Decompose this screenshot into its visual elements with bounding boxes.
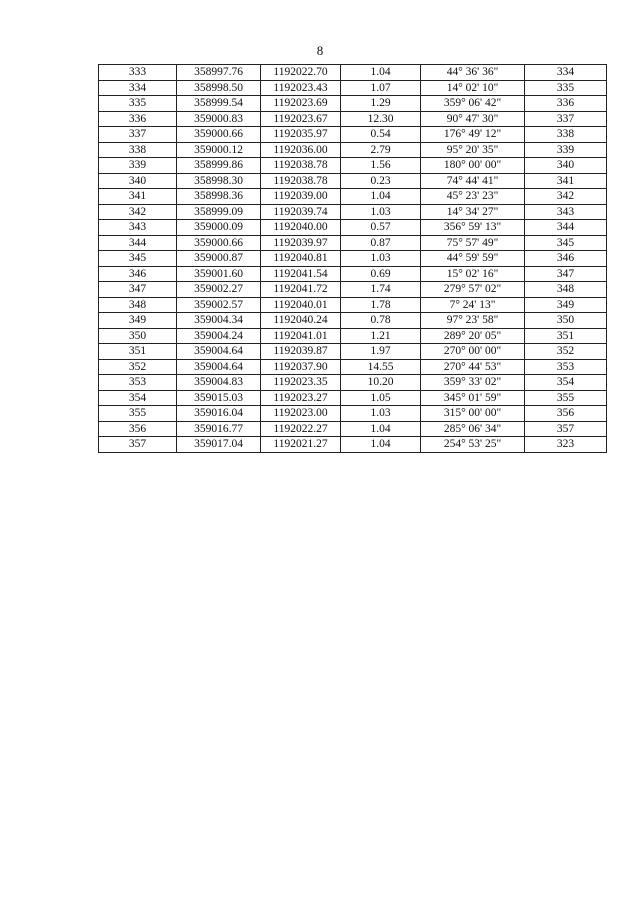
length-cell: 1.07 — [341, 80, 421, 96]
bearing-cell: 270° 00' 00" — [421, 344, 525, 360]
next-point-cell: 356 — [525, 406, 607, 422]
point-number-cell: 334 — [99, 80, 177, 96]
table-row — [99, 406, 607, 422]
length-cell: 14.55 — [341, 359, 421, 375]
x-coordinate-cell: 358999.09 — [177, 204, 261, 220]
coordinate-table — [98, 64, 607, 453]
length-cell: 0.54 — [341, 127, 421, 143]
y-coordinate-cell: 1192036.00 — [261, 142, 341, 158]
point-number-cell: 349 — [99, 313, 177, 329]
point-number-cell: 347 — [99, 282, 177, 298]
table-row — [99, 359, 607, 375]
table-row — [99, 297, 607, 313]
bearing-cell: 176° 49' 12" — [421, 127, 525, 143]
next-point-cell: 355 — [525, 390, 607, 406]
point-number-cell: 351 — [99, 344, 177, 360]
next-point-cell: 345 — [525, 235, 607, 251]
y-coordinate-cell: 1192039.97 — [261, 235, 341, 251]
next-point-cell: 351 — [525, 328, 607, 344]
length-cell: 0.78 — [341, 313, 421, 329]
page-number: 8 — [316, 43, 324, 58]
point-number-cell: 356 — [99, 421, 177, 437]
y-coordinate-cell: 1192041.72 — [261, 282, 341, 298]
x-coordinate-cell: 359000.87 — [177, 251, 261, 267]
table-row — [99, 390, 607, 406]
next-point-cell: 337 — [525, 111, 607, 127]
x-coordinate-cell: 359000.09 — [177, 220, 261, 236]
next-point-cell: 352 — [525, 344, 607, 360]
point-number-cell: 339 — [99, 158, 177, 174]
x-coordinate-cell: 359004.64 — [177, 359, 261, 375]
point-number-cell: 342 — [99, 204, 177, 220]
table-row — [99, 158, 607, 174]
point-number-cell: 355 — [99, 406, 177, 422]
x-coordinate-cell: 359016.77 — [177, 421, 261, 437]
next-point-cell: 346 — [525, 251, 607, 267]
length-cell: 1.04 — [341, 437, 421, 453]
bearing-cell: 356° 59' 13" — [421, 220, 525, 236]
y-coordinate-cell: 1192041.01 — [261, 328, 341, 344]
next-point-cell: 347 — [525, 266, 607, 282]
length-cell: 1.03 — [341, 406, 421, 422]
table-row — [99, 142, 607, 158]
length-cell: 1.21 — [341, 328, 421, 344]
length-cell: 1.97 — [341, 344, 421, 360]
length-cell: 1.05 — [341, 390, 421, 406]
y-coordinate-cell: 1192040.81 — [261, 251, 341, 267]
next-point-cell: 334 — [525, 65, 607, 81]
y-coordinate-cell: 1192035.97 — [261, 127, 341, 143]
next-point-cell: 338 — [525, 127, 607, 143]
y-coordinate-cell: 1192038.78 — [261, 158, 341, 174]
point-number-cell: 336 — [99, 111, 177, 127]
x-coordinate-cell: 359000.12 — [177, 142, 261, 158]
y-coordinate-cell: 1192041.54 — [261, 266, 341, 282]
length-cell: 1.56 — [341, 158, 421, 174]
length-cell: 1.04 — [341, 189, 421, 205]
point-number-cell: 353 — [99, 375, 177, 391]
x-coordinate-cell: 359004.83 — [177, 375, 261, 391]
next-point-cell: 343 — [525, 204, 607, 220]
y-coordinate-cell: 1192023.69 — [261, 96, 341, 112]
x-coordinate-cell: 359017.04 — [177, 437, 261, 453]
bearing-cell: 14° 02' 10" — [421, 80, 525, 96]
coordinate-table-body — [99, 65, 607, 453]
next-point-cell: 350 — [525, 313, 607, 329]
x-coordinate-cell: 358999.86 — [177, 158, 261, 174]
y-coordinate-cell: 1192039.00 — [261, 189, 341, 205]
table-row — [99, 313, 607, 329]
y-coordinate-cell: 1192023.00 — [261, 406, 341, 422]
length-cell: 1.29 — [341, 96, 421, 112]
y-coordinate-cell: 1192023.27 — [261, 390, 341, 406]
bearing-cell: 359° 06' 42" — [421, 96, 525, 112]
length-cell: 1.74 — [341, 282, 421, 298]
next-point-cell: 336 — [525, 96, 607, 112]
table-row — [99, 251, 607, 267]
x-coordinate-cell: 359001.60 — [177, 266, 261, 282]
bearing-cell: 7° 24' 13" — [421, 297, 525, 313]
next-point-cell: 342 — [525, 189, 607, 205]
bearing-cell: 97° 23' 58" — [421, 313, 525, 329]
next-point-cell: 341 — [525, 173, 607, 189]
y-coordinate-cell: 1192037.90 — [261, 359, 341, 375]
x-coordinate-cell: 359016.04 — [177, 406, 261, 422]
point-number-cell: 354 — [99, 390, 177, 406]
length-cell: 1.04 — [341, 421, 421, 437]
x-coordinate-cell: 358998.30 — [177, 173, 261, 189]
y-coordinate-cell: 1192039.74 — [261, 204, 341, 220]
point-number-cell: 341 — [99, 189, 177, 205]
table-row — [99, 375, 607, 391]
length-cell: 12.30 — [341, 111, 421, 127]
point-number-cell: 352 — [99, 359, 177, 375]
y-coordinate-cell: 1192022.70 — [261, 65, 341, 81]
bearing-cell: 359° 33' 02" — [421, 375, 525, 391]
next-point-cell: 340 — [525, 158, 607, 174]
length-cell: 10.20 — [341, 375, 421, 391]
length-cell: 0.57 — [341, 220, 421, 236]
table-row — [99, 266, 607, 282]
x-coordinate-cell: 358999.54 — [177, 96, 261, 112]
bearing-cell: 15° 02' 16" — [421, 266, 525, 282]
table-row — [99, 282, 607, 298]
next-point-cell: 339 — [525, 142, 607, 158]
next-point-cell: 323 — [525, 437, 607, 453]
y-coordinate-cell: 1192038.78 — [261, 173, 341, 189]
table-row — [99, 127, 607, 143]
point-number-cell: 335 — [99, 96, 177, 112]
y-coordinate-cell: 1192040.00 — [261, 220, 341, 236]
bearing-cell: 270° 44' 53" — [421, 359, 525, 375]
x-coordinate-cell: 358998.50 — [177, 80, 261, 96]
x-coordinate-cell: 359015.03 — [177, 390, 261, 406]
point-number-cell: 340 — [99, 173, 177, 189]
x-coordinate-cell: 358997.76 — [177, 65, 261, 81]
point-number-cell: 357 — [99, 437, 177, 453]
next-point-cell: 348 — [525, 282, 607, 298]
bearing-cell: 74° 44' 41" — [421, 173, 525, 189]
point-number-cell: 350 — [99, 328, 177, 344]
y-coordinate-cell: 1192023.43 — [261, 80, 341, 96]
table-row — [99, 437, 607, 453]
y-coordinate-cell: 1192023.35 — [261, 375, 341, 391]
length-cell: 1.03 — [341, 204, 421, 220]
y-coordinate-cell: 1192039.87 — [261, 344, 341, 360]
length-cell: 0.87 — [341, 235, 421, 251]
table-row — [99, 96, 607, 112]
x-coordinate-cell: 359000.66 — [177, 127, 261, 143]
length-cell: 1.03 — [341, 251, 421, 267]
x-coordinate-cell: 359000.66 — [177, 235, 261, 251]
next-point-cell: 344 — [525, 220, 607, 236]
table-row — [99, 421, 607, 437]
bearing-cell: 14° 34' 27" — [421, 204, 525, 220]
bearing-cell: 345° 01' 59" — [421, 390, 525, 406]
length-cell: 0.23 — [341, 173, 421, 189]
table-row — [99, 189, 607, 205]
next-point-cell: 353 — [525, 359, 607, 375]
point-number-cell: 343 — [99, 220, 177, 236]
point-number-cell: 333 — [99, 65, 177, 81]
point-number-cell: 344 — [99, 235, 177, 251]
length-cell: 2.79 — [341, 142, 421, 158]
point-number-cell: 346 — [99, 266, 177, 282]
x-coordinate-cell: 358998.36 — [177, 189, 261, 205]
bearing-cell: 289° 20' 05" — [421, 328, 525, 344]
length-cell: 0.69 — [341, 266, 421, 282]
x-coordinate-cell: 359002.57 — [177, 297, 261, 313]
bearing-cell: 180° 00' 00" — [421, 158, 525, 174]
y-coordinate-cell: 1192022.27 — [261, 421, 341, 437]
x-coordinate-cell: 359002.27 — [177, 282, 261, 298]
point-number-cell: 338 — [99, 142, 177, 158]
table-row — [99, 328, 607, 344]
y-coordinate-cell: 1192040.01 — [261, 297, 341, 313]
y-coordinate-cell: 1192040.24 — [261, 313, 341, 329]
y-coordinate-cell: 1192023.67 — [261, 111, 341, 127]
y-coordinate-cell: 1192021.27 — [261, 437, 341, 453]
bearing-cell: 254° 53' 25" — [421, 437, 525, 453]
bearing-cell: 45° 23' 23" — [421, 189, 525, 205]
table-row — [99, 111, 607, 127]
table-row — [99, 80, 607, 96]
table-row — [99, 220, 607, 236]
point-number-cell: 337 — [99, 127, 177, 143]
table-row — [99, 344, 607, 360]
next-point-cell: 349 — [525, 297, 607, 313]
next-point-cell: 357 — [525, 421, 607, 437]
length-cell: 1.04 — [341, 65, 421, 81]
bearing-cell: 285° 06' 34" — [421, 421, 525, 437]
length-cell: 1.78 — [341, 297, 421, 313]
point-number-cell: 345 — [99, 251, 177, 267]
table-row — [99, 235, 607, 251]
table-row — [99, 204, 607, 220]
x-coordinate-cell: 359004.24 — [177, 328, 261, 344]
bearing-cell: 279° 57' 02" — [421, 282, 525, 298]
bearing-cell: 75° 57' 49" — [421, 235, 525, 251]
bearing-cell: 315° 00' 00" — [421, 406, 525, 422]
x-coordinate-cell: 359000.83 — [177, 111, 261, 127]
x-coordinate-cell: 359004.34 — [177, 313, 261, 329]
x-coordinate-cell: 359004.64 — [177, 344, 261, 360]
bearing-cell: 95° 20' 35" — [421, 142, 525, 158]
next-point-cell: 335 — [525, 80, 607, 96]
bearing-cell: 44° 59' 59" — [421, 251, 525, 267]
next-point-cell: 354 — [525, 375, 607, 391]
point-number-cell: 348 — [99, 297, 177, 313]
table-row — [99, 173, 607, 189]
bearing-cell: 44° 36' 36" — [421, 65, 525, 81]
bearing-cell: 90° 47' 30" — [421, 111, 525, 127]
table-row — [99, 65, 607, 81]
